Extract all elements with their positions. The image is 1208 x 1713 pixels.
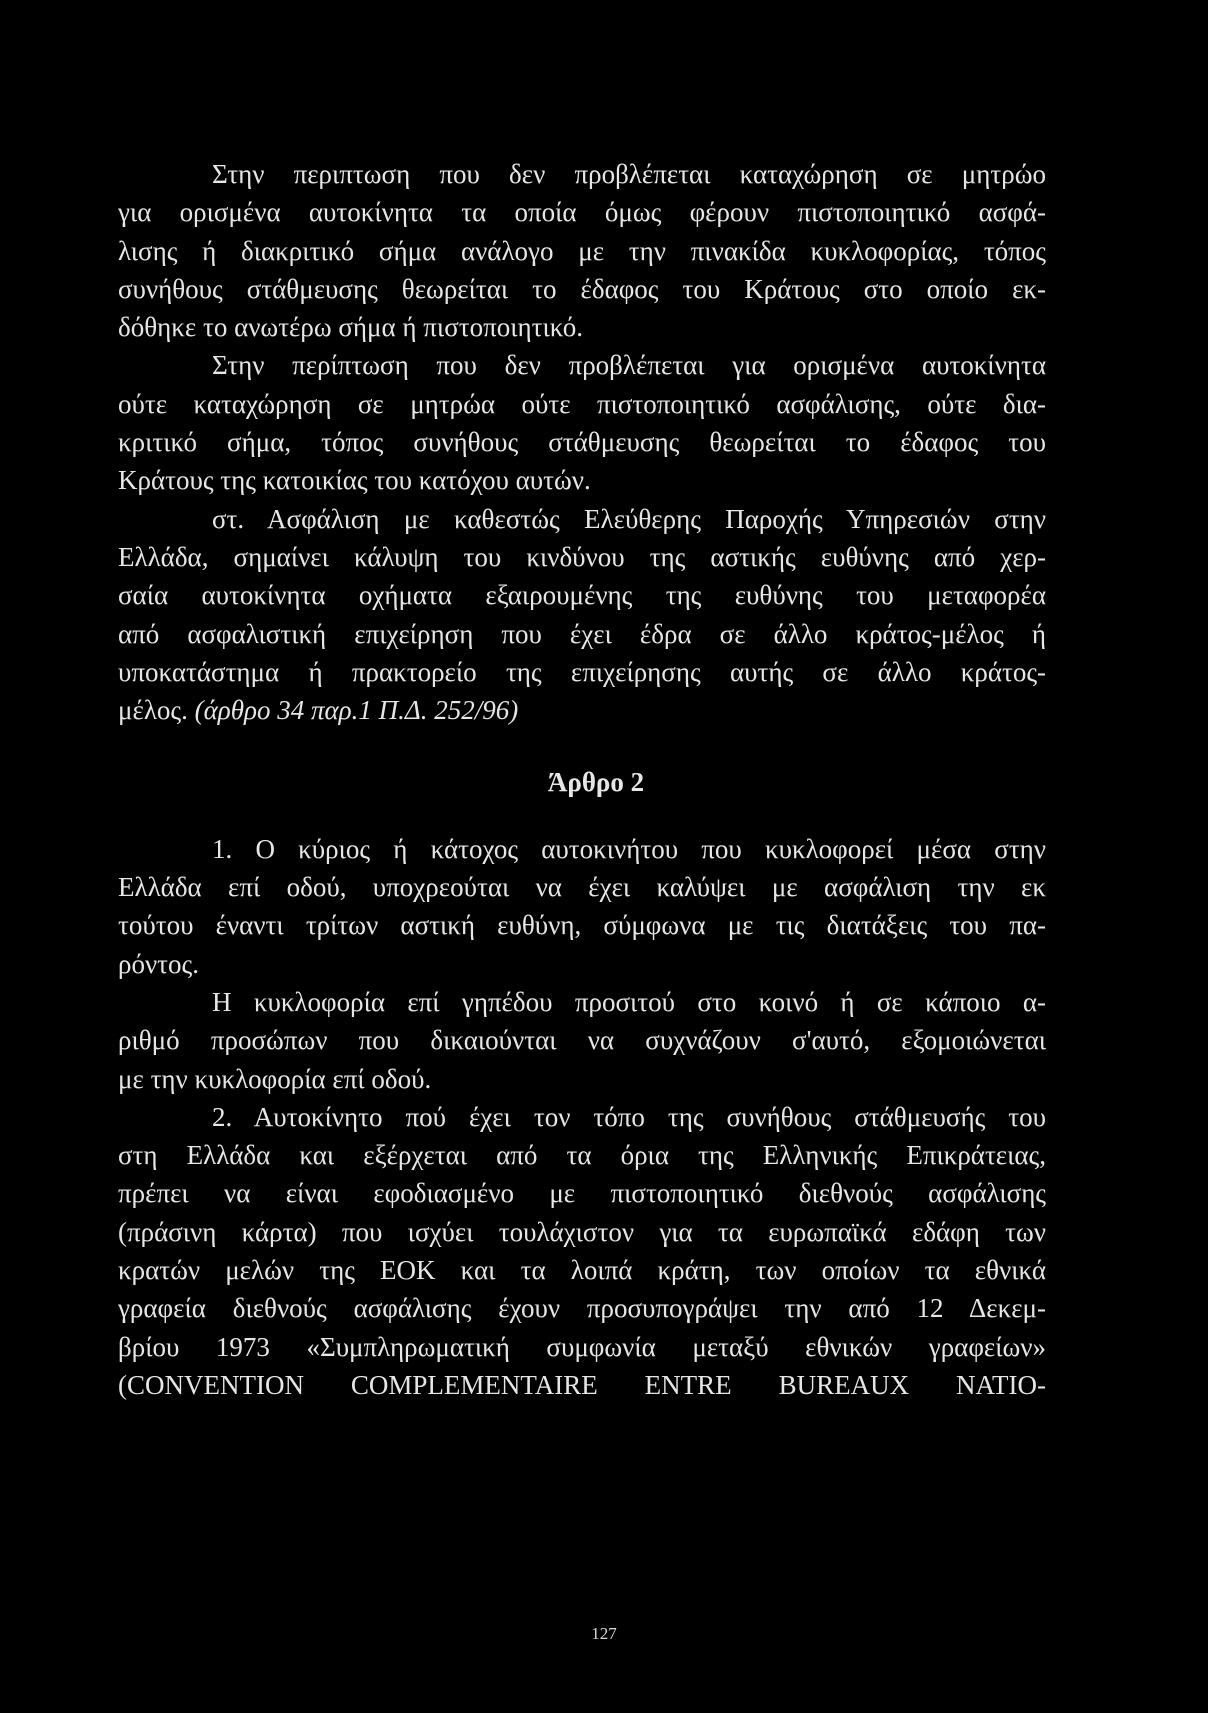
text-line: με την κυκλοφορία επί οδού.: [118, 1063, 432, 1094]
text-line: 1. Ο κύριος ή κάτοχος αυτοκινήτου που κυκλοφορεί μέσα στην: [212, 833, 1046, 864]
text-line: στη Ελλάδα και εξέρχεται από τα όρια της Ελληνικής Επικράτειας,: [118, 1140, 1046, 1171]
text-line: ρόντος.: [118, 948, 199, 979]
text-line: σαία αυτοκίνητα οχήματα εξαιρουμένης της ευθύνης του μεταφορέα: [118, 580, 1046, 611]
paragraph-6: [118, 1098, 1046, 1404]
paragraph-4: [118, 830, 1046, 983]
text-line: Η κυκλοφορία επί γηπέδου προσιτού στο κοινό ή σε κάποιο α-: [212, 986, 1046, 1017]
text-line: από ασφαλιστική επιχείρηση που έχει έδρα σε άλλο κράτος-μέλος ή: [118, 618, 1046, 649]
text-line: βρίου 1973 «Συμπληρωματική συμφωνία μεταξύ εθνικών γραφείων»: [118, 1331, 1046, 1362]
text-line: τούτου έναντι τρίτων αστική ευθύνη, σύμφωνα με τις διατάξεις του πα-: [118, 910, 1046, 941]
legal-reference: (άρθρο 34 παρ.1 Π.Δ. 252/96): [194, 695, 519, 726]
text-line: υποκατάστημα ή πρακτορείο της επιχείρησης αυτής σε άλλο κράτος-: [118, 656, 1046, 687]
paragraph-3: [118, 500, 1046, 730]
text-line: (CONVENTION COMPLEMENTAIRE ENTRE BUREAUX NATIO-: [118, 1369, 1046, 1400]
text-line: Ελλάδα, σημαίνει κάλυψη του κινδύνου της αστικής ευθύνης από χερ-: [118, 541, 1046, 572]
text-line: Ελλάδα επί οδού, υποχρεούται να έχει καλύψει με ασφάλιση την εκ: [118, 872, 1046, 903]
text-line: κριτικό σήμα, τόπος συνήθους στάθμευσης θεωρείται το έδαφος του: [118, 427, 1046, 458]
text-line: πρέπει να είναι εφοδιασμένο με πιστοποιητικό διεθνούς ασφάλισης: [118, 1178, 1046, 1209]
text-line: Κράτους της κατοικίας του κατόχου αυτών.: [118, 465, 591, 496]
text-line: [118, 691, 1046, 729]
article-heading: Άρθρο 2: [547, 767, 645, 798]
text-line: ριθμό προσώπων που δικαιούνται να συχνάζουν σ'αυτό, εξομοιώνεται: [118, 1025, 1046, 1056]
text-line: Στην περίπτωση που δεν προβλέπεται για ορισμένα αυτοκίνητα: [212, 350, 1046, 381]
text-line: στ. Ασφάλιση με καθεστώς Ελεύθερης Παροχής Υπηρεσιών στην: [212, 503, 1046, 534]
page-number: 127: [591, 1624, 617, 1643]
text-line: γραφεία διεθνούς ασφάλισης έχουν προσυπογράψει την από 12 Δεκεμ-: [118, 1293, 1046, 1324]
text-line: ούτε καταχώρηση σε μητρώα ούτε πιστοποιητικό ασφάλισης, ούτε δια-: [118, 388, 1046, 419]
text-line: συνήθους στάθμευσης θεωρείται το έδαφος του Κράτους στο οποίο εκ-: [118, 273, 1046, 304]
text-line: για ορισμένα αυτοκίνητα τα οποία όμως φέρουν πιστοποιητικό ασφά-: [118, 197, 1046, 228]
text-line: (πράσινη κάρτα) που ισχύει τουλάχιστον για τα ευρωπαϊκά εδάφη των: [118, 1216, 1046, 1247]
text-line: λισης ή διακριτικό σήμα ανάλογο με την πινακίδα κυκλοφορίας, τόπος: [118, 235, 1046, 266]
text-fragment: μέλος.: [118, 695, 195, 726]
paragraph-5: [118, 983, 1046, 1098]
text-line: δόθηκε το ανωτέρω σήμα ή πιστοποιητικό.: [118, 312, 583, 343]
document-page: [118, 155, 1046, 1404]
paragraph-2: [118, 346, 1046, 499]
text-line: 2. Αυτοκίνητο πού έχει τον τόπο της συνήθους στάθμευσής του: [212, 1101, 1046, 1132]
text-line: Στην περιπτωση που δεν προβλέπεται καταχώρηση σε μητρώο: [212, 159, 1046, 189]
text-line: κρατών μελών της ΕΟΚ και τα λοιπά κράτη, των οποίων τα εθνικά: [118, 1255, 1046, 1286]
paragraph-1: [118, 155, 1046, 346]
